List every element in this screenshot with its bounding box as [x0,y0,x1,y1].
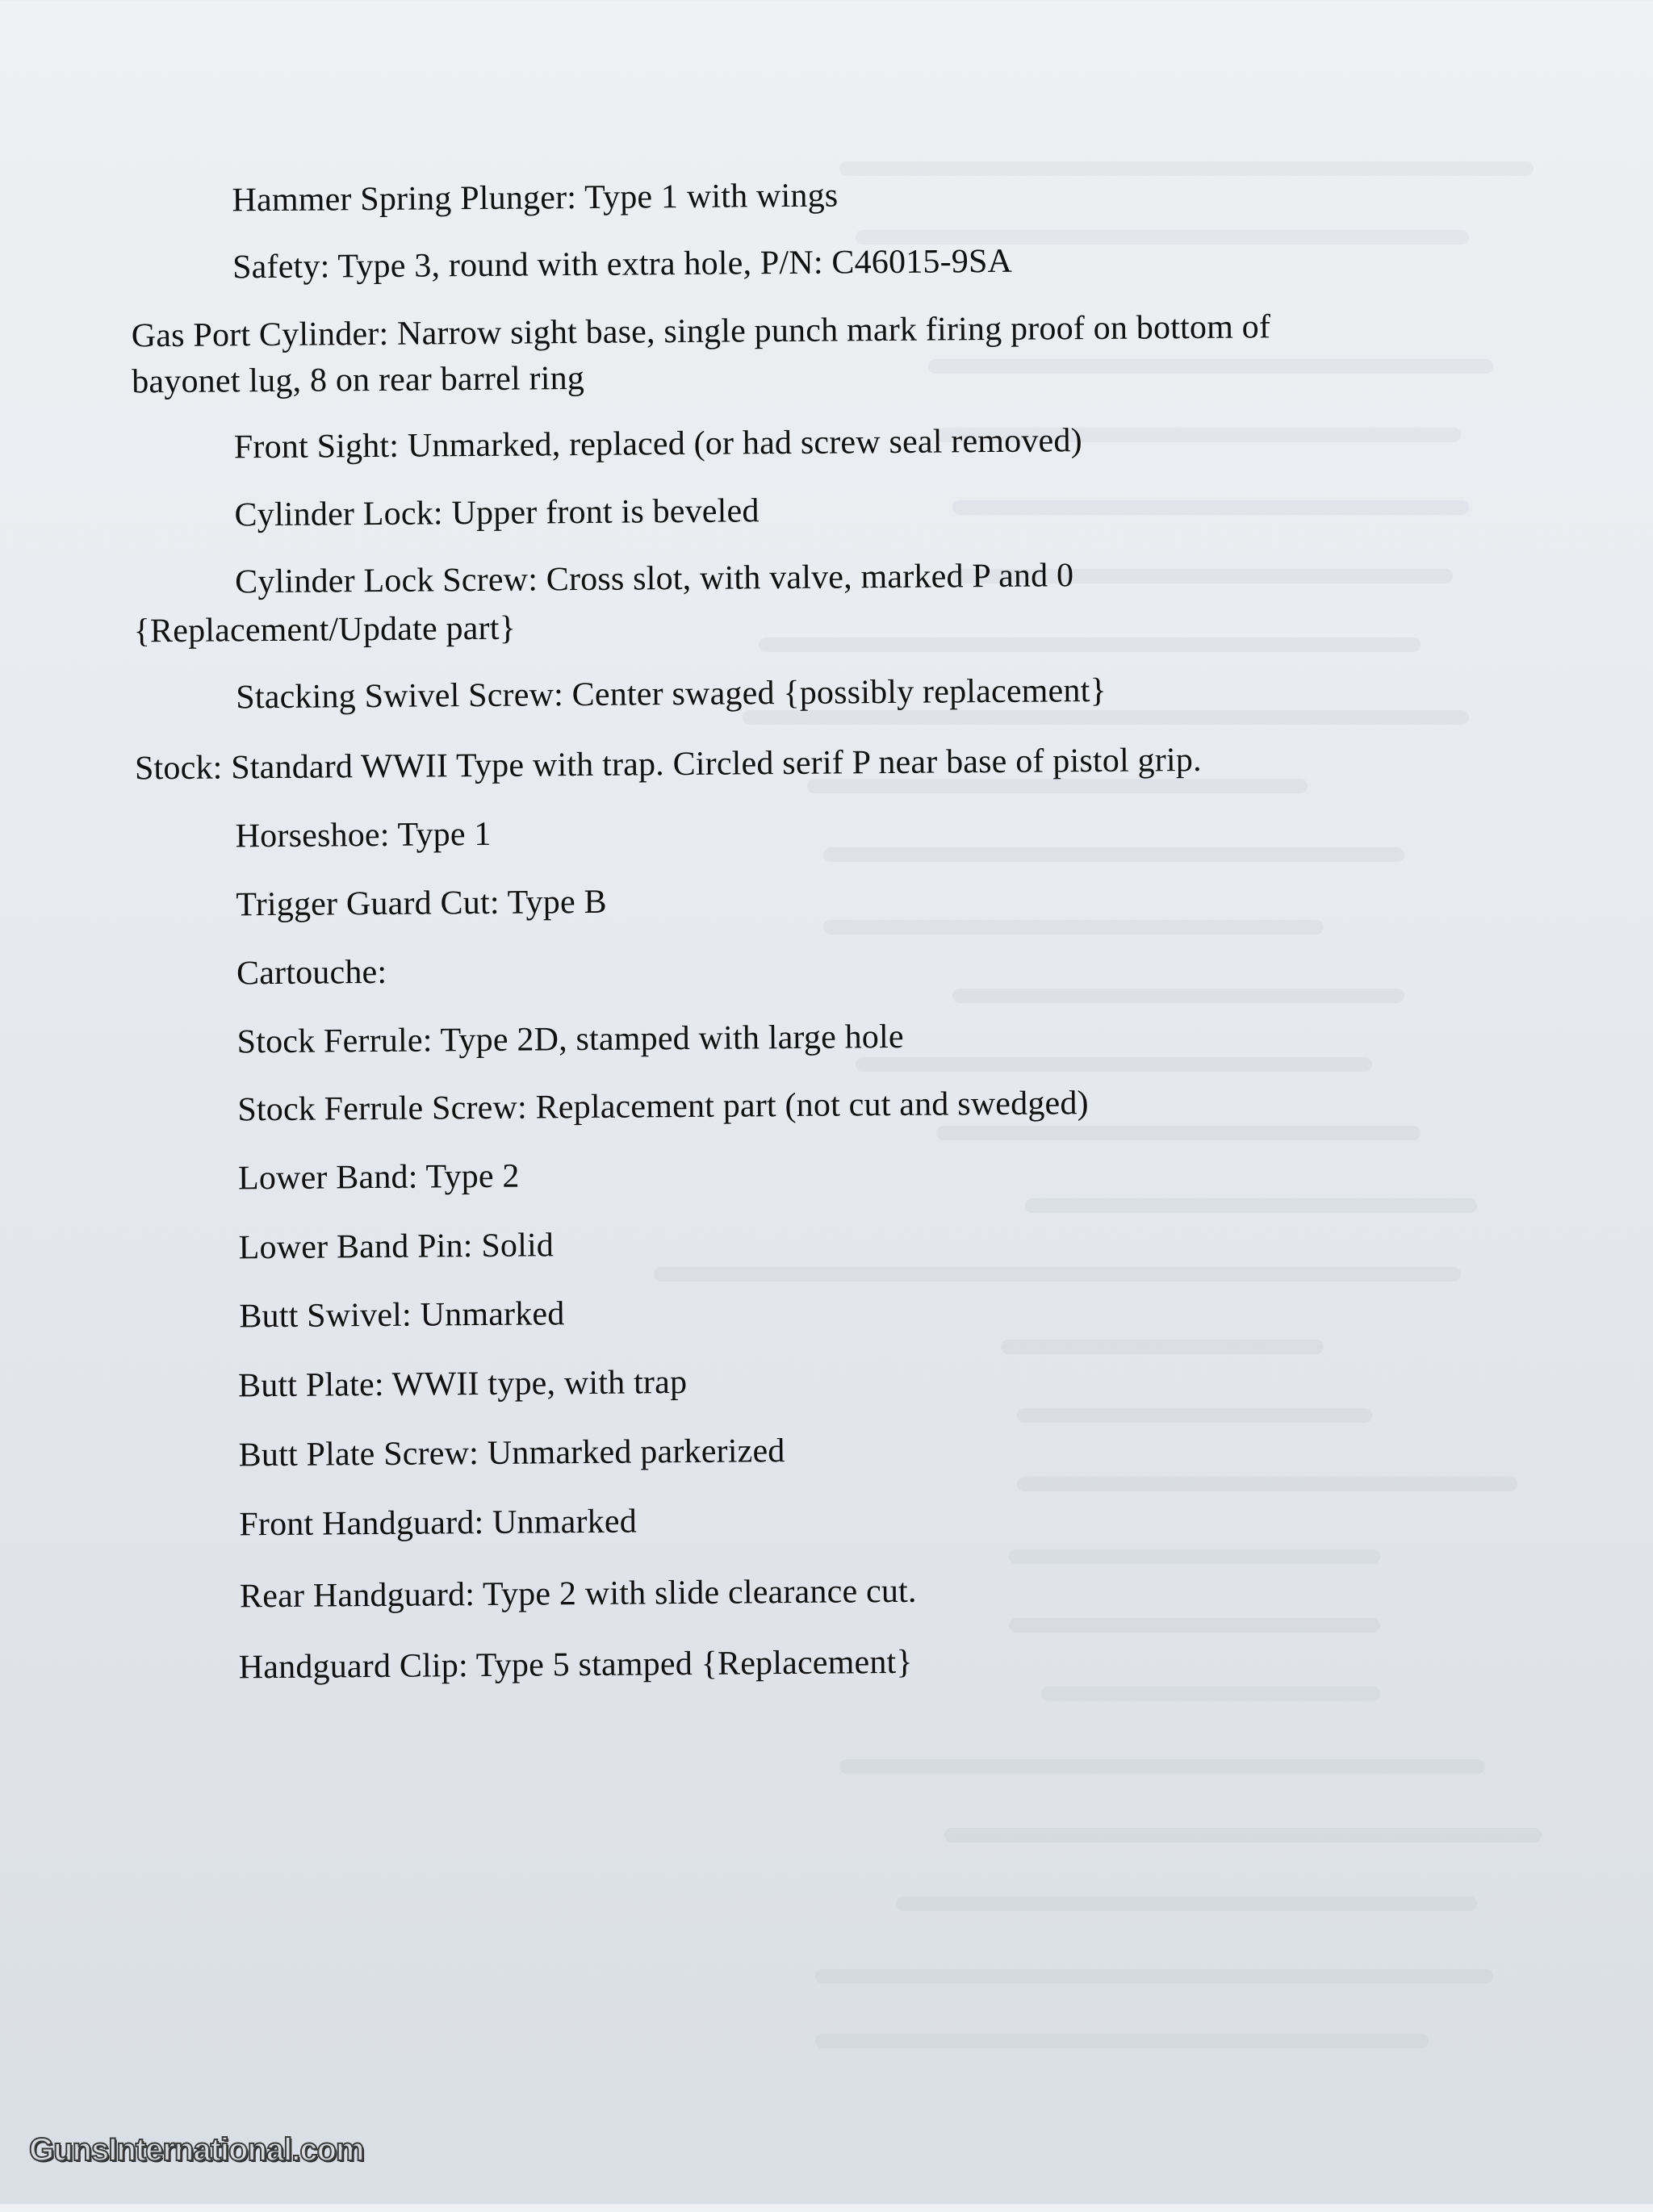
doc-line-horseshoe: Horseshoe: Type 1 [235,815,492,855]
doc-line-stock: Stock: Standard WWII Type with trap. Circled serif P near base of pistol grip. [134,741,1202,788]
doc-line-cylinder-lock: Cylinder Lock: Upper front is beveled [234,492,760,534]
doc-line-rear-handguard: Rear Handguard: Type 2 with slide clearance cut. [239,1572,917,1616]
doc-line-gas-port-cylinder-cont: bayonet lug, 8 on rear barrel ring [132,359,585,401]
doc-line-trigger-guard-cut: Trigger Guard Cut: Type B [236,883,607,924]
doc-line-front-sight: Front Sight: Unmarked, replaced (or had screw seal removed) [233,422,1082,466]
doc-line-stock-ferrule: Stock Ferrule: Type 2D, stamped with large hole [236,1018,904,1061]
doc-line-stock-ferrule-screw: Stock Ferrule Screw: Replacement part (not cut and swedged) [237,1085,1089,1129]
doc-line-cartouche: Cartouche: [236,953,387,993]
doc-line-hammer-spring-plunger: Hammer Spring Plunger: Type 1 with wings [232,177,839,220]
doc-line-cylinder-lock-screw: Cylinder Lock Screw: Cross slot, with valve, marked P and 0 [235,557,1074,601]
doc-line-lower-band: Lower Band: Type 2 [237,1157,520,1198]
doc-line-gas-port-cylinder: Gas Port Cylinder: Narrow sight base, single punch mark firing proof on bottom of [131,308,1271,355]
doc-line-lower-band-pin: Lower Band Pin: Solid [238,1227,554,1267]
doc-line-butt-plate: Butt Plate: WWII type, with trap [237,1363,688,1405]
doc-line-butt-swivel: Butt Swivel: Unmarked [239,1295,565,1336]
doc-line-handguard-clip: Handguard Clip: Type 5 stamped {Replacement} [238,1643,913,1687]
doc-line-cylinder-lock-screw-cont: {Replacement/Update part} [133,609,517,650]
doc-line-front-handguard: Front Handguard: Unmarked [239,1503,638,1544]
doc-line-butt-plate-screw: Butt Plate Screw: Unmarked parkerized [238,1432,785,1474]
doc-line-stacking-swivel-screw: Stacking Swivel Screw: Center swaged {possibly replacement} [236,671,1107,717]
doc-line-safety: Safety: Type 3, round with extra hole, P/N: C46015-9SA [232,242,1013,286]
gunsinternational-watermark: GunsInternational.com [29,2132,364,2168]
